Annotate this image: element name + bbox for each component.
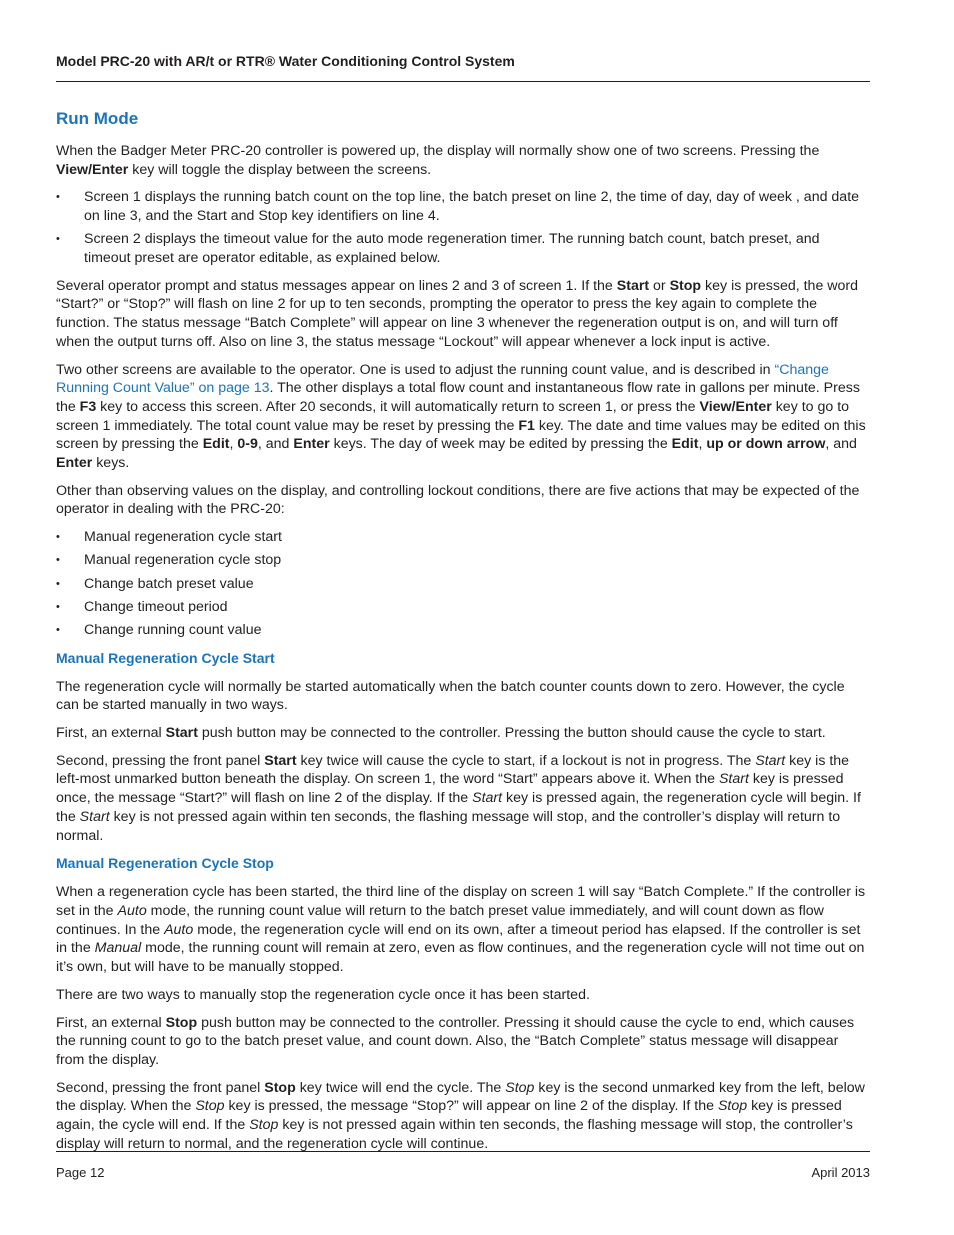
- subsection-title-manual-stop: Manual Regeneration Cycle Stop: [56, 855, 274, 872]
- page-header: Model PRC-20 with AR/t or RTR® Water Conditioning Control System: [56, 53, 515, 69]
- page-number: Page 12: [56, 1165, 105, 1180]
- subsection-title-manual-start: Manual Regeneration Cycle Start: [56, 649, 275, 666]
- list-item: • Change batch preset value: [56, 575, 870, 594]
- run-mode-paragraph-4: Other than observing values on the display, and controlling lockout conditions, there are five actions that may be expected of the operator in dealing with the PRC-20:: [56, 482, 860, 518]
- run-mode-paragraph-1: When the Badger Meter PRC-20 controller is powered up, the display will normally show one of two screens. Pressing the View/Enter key will toggle the display between the screens.: [56, 143, 820, 178]
- list-item: • Change running count value: [56, 621, 870, 640]
- manual-stop-paragraph-3: First, an external Stop push button may be connected to the controller. Pressing it should cause the cycle to end, which causes the running count to go to the batch preset value, and count down. Also, the “Batch Complete” status message will disappear from the display.: [56, 1014, 855, 1068]
- manual-start-paragraph-2: First, an external Start push button may be connected to the controller. Pressing the button should cause the cycle to start.: [56, 725, 826, 742]
- run-mode-paragraph-3: Two other screens are available to the operator. One is used to adjust the running count value, and is described in “Change Running Count Value” on page 13. The other displays a total flow count and instantaneous flow rate in gallons per minute. Press the F3 key to access this screen. After 20 seconds, it will automatically return to screen 1, or press the View/Enter key to go to screen 1 immediately. The total count value may be reset by pressing the F1 key. The date and time values may be edited on this screen by pressing the Edit, 0-9, and Enter keys. The day of week may be edited by pressing the Edit, up or down arrow, and Enter keys.: [56, 361, 866, 472]
- manual-start-paragraph-1: The regeneration cycle will normally be started automatically when the batch counter counts down to zero. However, the cycle can be started manually in two ways.: [56, 678, 845, 714]
- section-title-run-mode: Run Mode: [56, 109, 139, 128]
- list-item: • Manual regeneration cycle start: [56, 528, 870, 547]
- list-item: • Change timeout period: [56, 598, 870, 617]
- publication-date: April 2013: [811, 1165, 870, 1180]
- manual-stop-paragraph-1: When a regeneration cycle has been started, the third line of the display on screen 1 will say “Batch Complete.” If the controller is set in the Auto mode, the running count value will return to the batch preset value immediately, and will count down as flow continues. In the Auto mode, the regeneration cycle will end on its own, after a timeout period has elapsed. If the controller is set in the Manual mode, the running count will remain at zero, even as flow continues, and the regeneration cycle will not time out on it’s own, but will have to be manually stopped.: [56, 884, 866, 976]
- page-content: [56, 108, 870, 1162]
- list-item: • Screen 2 displays the timeout value for the auto mode regeneration timer. The running batch count, batch preset, and timeout preset are operator editable, as explained below.: [56, 230, 870, 267]
- footer-rule: [56, 1151, 870, 1152]
- manual-stop-paragraph-4: Second, pressing the front panel Stop key twice will end the cycle. The Stop key is the second unmarked key from the left, below the display. When the Stop key is pressed, the message “Stop?” will appear on line 2 of the display. If the Stop key is pressed again, the cycle will end. If the Stop key is not pressed again within ten seconds, the flashing message will stop, the controller’s display will return to normal, and the regeneration cycle will continue.: [56, 1079, 865, 1152]
- operator-actions-list: [56, 528, 870, 640]
- manual-start-paragraph-3: Second, pressing the front panel Start key twice will cause the cycle to start, if a lockout is not in progress. The Start key is the left-most unmarked button beneath the display. On screen 1, the word “Start” appears above it. When the Start key is pressed once, the message “Start?” will flash on line 2 of the display. If the Start key is pressed again, the regeneration cycle will begin. If the Start key is not pressed again within ten seconds, the flashing message will stop, and the controller’s display will return to normal.: [56, 752, 861, 844]
- screen-bullet-list: [56, 188, 870, 267]
- change-running-count-link[interactable]: “Change Running Count Value” on page 13: [56, 361, 829, 397]
- list-item: • Manual regeneration cycle stop: [56, 551, 870, 570]
- manual-stop-paragraph-2: There are two ways to manually stop the regeneration cycle once it has been started.: [56, 986, 590, 1003]
- list-item: • Screen 1 displays the running batch count on the top line, the batch preset on line 2, the time of day, day of week , and date on line 3, and the Start and Stop key identifiers on line 4.: [56, 188, 870, 225]
- run-mode-paragraph-2: Several operator prompt and status messages appear on lines 2 and 3 of screen 1. If the Start or Stop key is pressed, the word “Start?” or “Stop?” will flash on line 2 for up to ten seconds, prompting the operator to press the key again to complete the function. The status message “Batch Complete” will appear on line 3 whenever the regeneration output is on, and will turn off when the output turns off. Also on line 3, the status message “Lockout” will appear whenever a lock input is active.: [56, 277, 859, 350]
- header-rule: [56, 81, 870, 82]
